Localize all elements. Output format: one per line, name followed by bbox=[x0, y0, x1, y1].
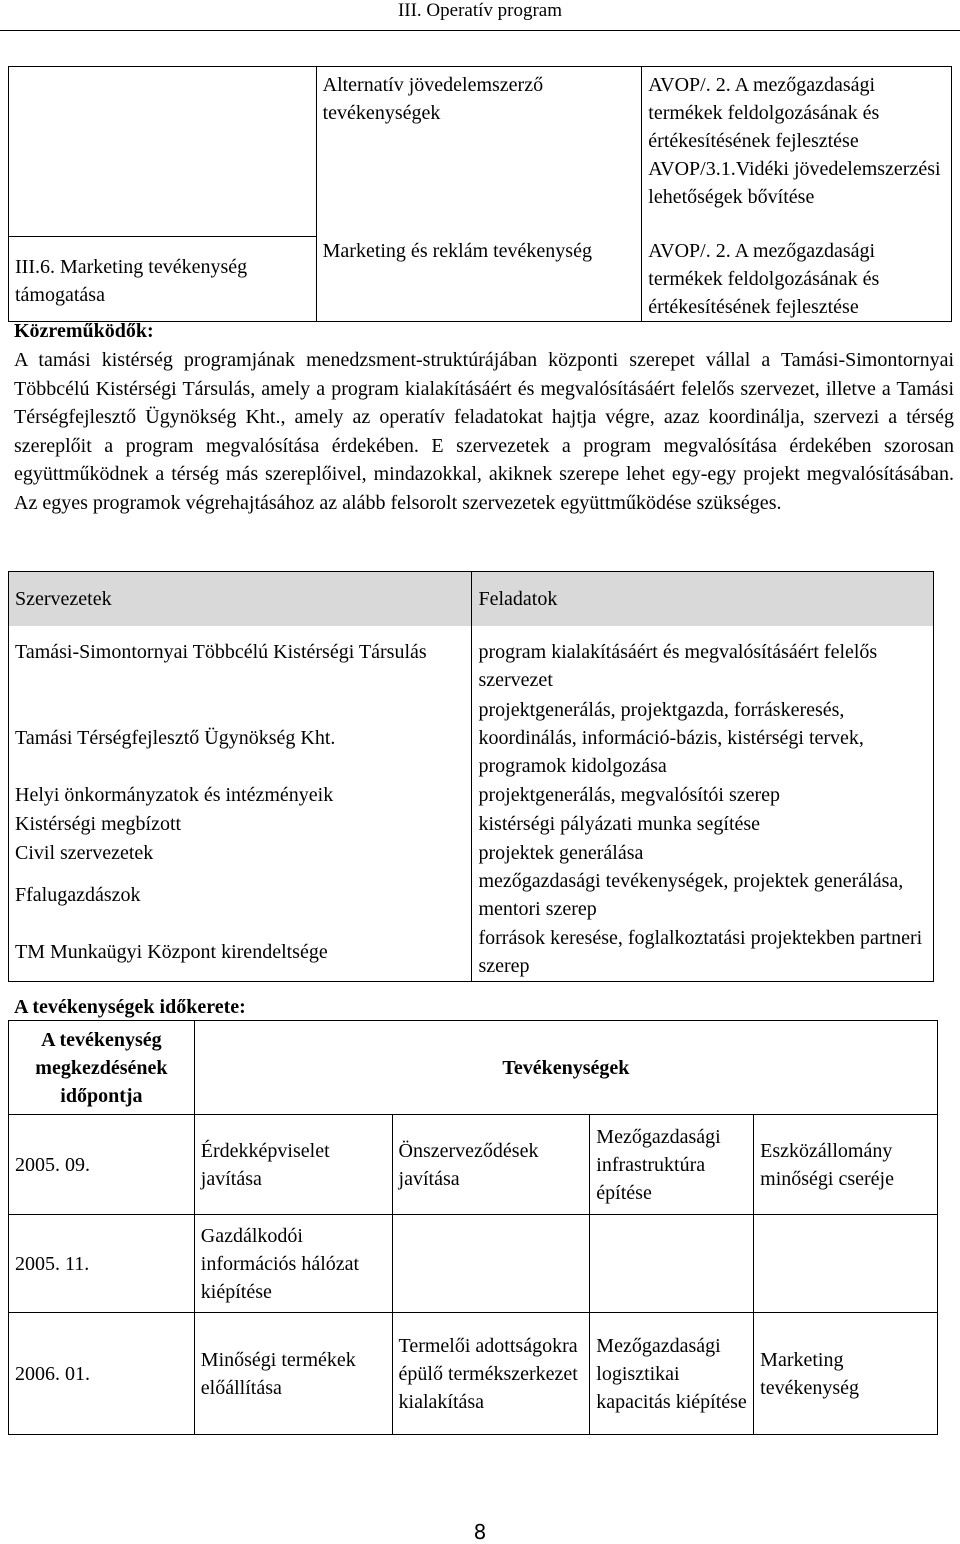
page-number: 8 bbox=[473, 1520, 487, 1544]
date-cell: 2005. 11. bbox=[9, 1215, 195, 1313]
task-cell: források keresése, foglalkoztatási projektekben partneri szerep bbox=[472, 923, 934, 981]
activity-cell: Termelői adottságokra épülő termékszerkezet kialakítása bbox=[392, 1313, 590, 1435]
table-row bbox=[9, 696, 934, 780]
org-cell: Helyi önkormányzatok és intézményeik bbox=[9, 780, 472, 809]
table-row bbox=[9, 838, 934, 867]
table-row bbox=[9, 780, 934, 809]
tasks-header: Feladatok bbox=[472, 572, 934, 627]
activity-cell: Marketing és reklám tevékenység bbox=[316, 237, 642, 322]
page-header: III. Operatív program bbox=[397, 0, 563, 21]
activity-cell: Önszerveződések javítása bbox=[392, 1115, 590, 1215]
table-row bbox=[9, 867, 934, 923]
table-row bbox=[9, 626, 934, 696]
activity-cell: Alternatív jövedelemszerző tevékenységek bbox=[316, 67, 642, 237]
table-row bbox=[9, 1215, 938, 1313]
activity-cell: Eszközállomány minőségi cseréje bbox=[754, 1115, 938, 1215]
timeframe-heading: A tevékenységek időkerete: bbox=[14, 996, 246, 1018]
org-cell: Civil szervezetek bbox=[9, 838, 472, 867]
org-cell: Kistérségi megbízott bbox=[9, 809, 472, 838]
activity-cell bbox=[754, 1215, 938, 1313]
organizations-header: Szervezetek bbox=[9, 572, 472, 627]
table-row bbox=[9, 67, 952, 237]
activity-cell: Érdekképviselet javítása bbox=[194, 1115, 392, 1215]
task-cell: kistérségi pályázati munka segítése bbox=[472, 809, 934, 838]
task-cell: projektgenerálás, projektgazda, forráskeresés, koordinálás, információ-bázis, kistérségi tervek, programok kidolgozása bbox=[472, 696, 934, 780]
task-cell: program kialakításáért és megvalósításáért felelős szervezet bbox=[472, 626, 934, 696]
task-cell: projektek generálása bbox=[472, 838, 934, 867]
program-cell: III.6. Marketing tevékenység támogatása bbox=[9, 237, 317, 322]
org-cell: Ffalugazdászok bbox=[9, 867, 472, 923]
table-header-row bbox=[9, 1021, 938, 1115]
organizations-table bbox=[8, 571, 934, 982]
table-row bbox=[9, 1115, 938, 1215]
program-cell bbox=[9, 67, 317, 237]
task-cell: projektgenerálás, megvalósítói szerep bbox=[472, 780, 934, 809]
table-row bbox=[9, 237, 952, 322]
activity-cell bbox=[590, 1215, 754, 1313]
contributors-paragraph: A tamási kistérség programjának menedzsment-struktúrájában központi szerepet vállal a Tamási-Simontornyai Többcélú Kistérségi Társulás, amely a program kialakításáért és megvalósításáért felelős szervezet, illetve a Tamási Térségfejlesztő Ügynökség Kht., amely az operatív feladatokat hajtja végre, azaz koordinálja, szervezi a térség szereplőit a program megvalósítása érdekében. E szervezetek a program megvalósítása érdekében szorosan együttműködnek a térség más szereplőivel, mindazokkal, akiknek szerepe lehet egy-egy projekt megvalósításában. Az egyes programok végrehajtásához az alább felsorolt szervezetek együttműködése szükséges. bbox=[14, 349, 954, 514]
activities-header: Tevékenységek bbox=[194, 1021, 937, 1115]
date-cell: 2006. 01. bbox=[9, 1313, 195, 1435]
source-text: AVOP/. 2. A mezőgazdasági termékek feldolgozásának és értékesítésének fejlesztése bbox=[648, 74, 880, 152]
table-row bbox=[9, 1313, 938, 1435]
header-divider bbox=[0, 30, 960, 31]
org-cell: Tamási Térségfejlesztő Ügynökség Kht. bbox=[9, 696, 472, 780]
org-cell: TM Munkaügyi Központ kirendeltsége bbox=[9, 923, 472, 981]
activity-cell: Gazdálkodói információs hálózat kiépítése bbox=[194, 1215, 392, 1313]
start-date-header: A tevékenység megkezdésének időpontja bbox=[9, 1021, 195, 1115]
activity-cell: Mezőgazdasági logisztikai kapacitás kiépítése bbox=[590, 1313, 754, 1435]
table-row bbox=[9, 923, 934, 981]
org-cell: Tamási-Simontornyai Többcélú Kistérségi Társulás bbox=[9, 626, 472, 696]
activity-cell: Marketing tevékenység bbox=[754, 1313, 938, 1435]
table-row bbox=[9, 809, 934, 838]
contributors-heading: Közreműködők: bbox=[14, 320, 154, 342]
activity-cell: Minőségi termékek előállítása bbox=[194, 1313, 392, 1435]
activity-cell bbox=[392, 1215, 590, 1313]
source-text: AVOP/3.1.Vidéki jövedelemszerzési lehetőségek bővítése bbox=[648, 158, 941, 208]
timeline-table bbox=[8, 1020, 938, 1435]
source-text: AVOP/. 2. A mezőgazdasági termékek feldolgozásának és értékesítésének fejlesztése bbox=[642, 237, 952, 322]
date-cell: 2005. 09. bbox=[9, 1115, 195, 1215]
task-cell: mezőgazdasági tevékenységek, projektek generálása, mentori szerep bbox=[472, 867, 934, 923]
activity-cell: Mezőgazdasági infrastruktúra építése bbox=[590, 1115, 754, 1215]
program-table bbox=[8, 66, 952, 322]
table-header-row bbox=[9, 572, 934, 627]
